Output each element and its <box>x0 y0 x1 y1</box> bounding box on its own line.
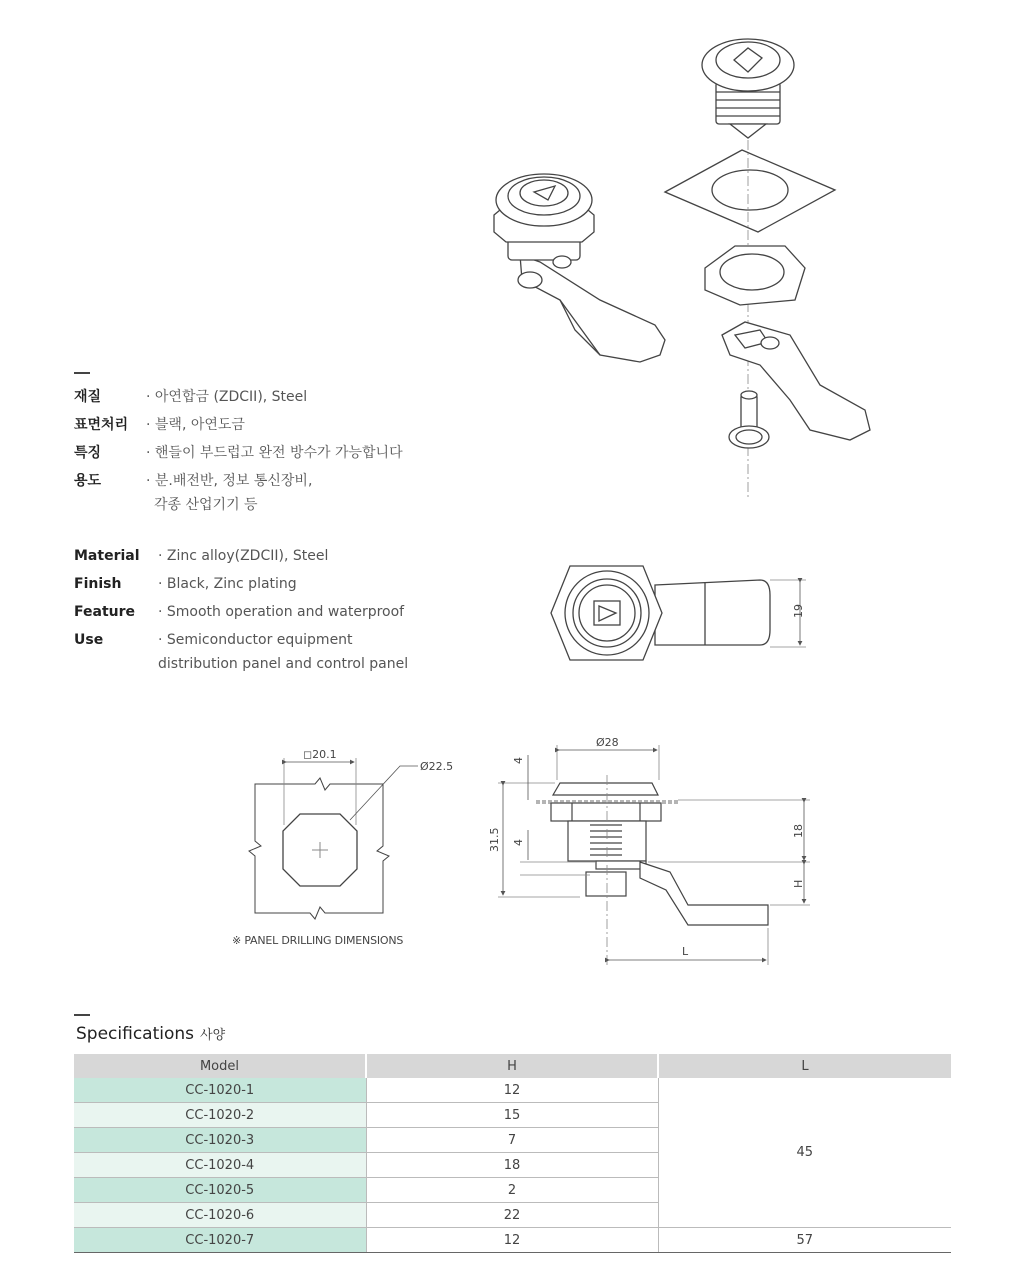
dim-diameter-28-text: Ø28 <box>596 736 619 749</box>
dim-31-5-text: 31.5 <box>488 827 501 852</box>
panel-drilling-note: ※ PANEL DRILLING DIMENSIONS <box>232 934 404 947</box>
header-l: L <box>658 1054 951 1078</box>
dim-18-text: 18 <box>792 824 805 838</box>
assembled-lock-illustration <box>494 174 665 362</box>
cell-h: 12 <box>366 1078 658 1103</box>
header-h: H <box>366 1054 658 1078</box>
dim-diameter-22-5-text: Ø22.5 <box>420 760 454 773</box>
header-model: Model <box>74 1054 366 1078</box>
table-header-row <box>74 1054 951 1078</box>
cell-l-group-2: 57 <box>658 1228 951 1253</box>
cell-model: CC-1020-2 <box>74 1103 366 1128</box>
front-view-drawing <box>551 566 806 660</box>
dim-H-text: H <box>792 879 805 888</box>
side-view-drawing <box>498 745 810 965</box>
cell-l-group-1: 45 <box>658 1078 951 1228</box>
panel-drilling-drawing <box>249 758 418 919</box>
specifications-table <box>74 1054 951 1253</box>
dim-4-top-text: 4 <box>512 757 525 764</box>
cell-model: CC-1020-5 <box>74 1178 366 1203</box>
cell-model: CC-1020-3 <box>74 1128 366 1153</box>
cell-model: CC-1020-7 <box>74 1228 366 1253</box>
cell-h: 18 <box>366 1153 658 1178</box>
cell-h: 15 <box>366 1103 658 1128</box>
specifications-divider-dash <box>74 1014 90 1016</box>
cell-model: CC-1020-4 <box>74 1153 366 1178</box>
exploded-lock-illustration <box>665 39 870 500</box>
cell-h: 22 <box>366 1203 658 1228</box>
cell-h: 12 <box>366 1228 658 1253</box>
cell-model: CC-1020-6 <box>74 1203 366 1228</box>
dim-4-mid-text: 4 <box>512 839 525 846</box>
dim-square-20-1-text: ◻20.1 <box>303 748 337 761</box>
dim-L-text: L <box>682 945 689 958</box>
cell-h: 2 <box>366 1178 658 1203</box>
specifications-title: Specifications 사양 <box>76 1024 226 1044</box>
dim-19-text: 19 <box>792 604 805 618</box>
table-row <box>74 1228 951 1253</box>
cell-model: CC-1020-1 <box>74 1078 366 1103</box>
cell-h: 7 <box>366 1128 658 1153</box>
table-row <box>74 1078 951 1103</box>
